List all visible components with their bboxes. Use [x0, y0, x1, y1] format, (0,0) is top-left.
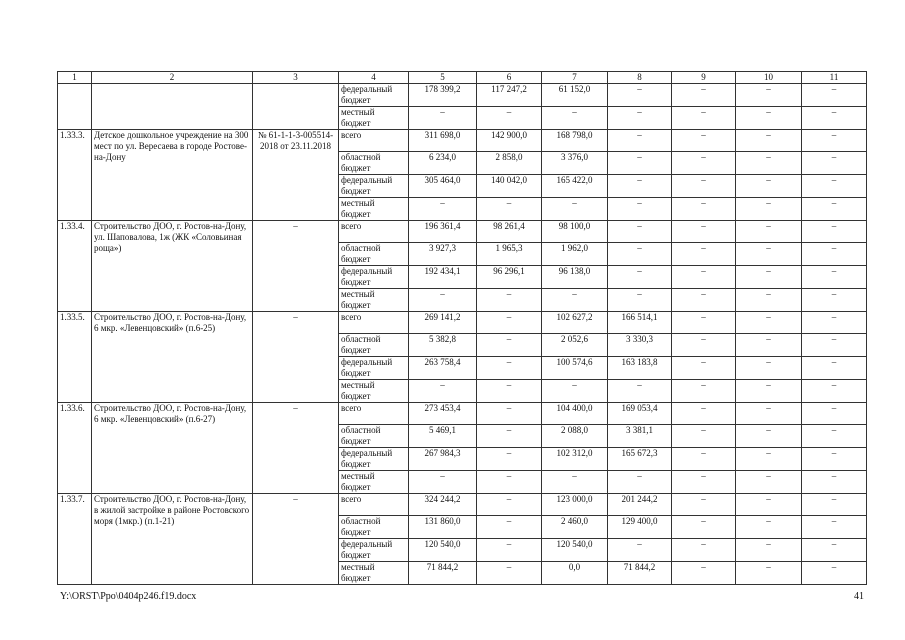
amount-cell: 129 400,0 [608, 516, 672, 539]
amount-cell: – [802, 152, 867, 175]
amount-cell: 96 296,1 [477, 266, 542, 289]
amount-cell: – [542, 107, 608, 130]
project-name: Строительство ДОО, г. Ростов-на-Дону, в жилой застройке в районе Ростовского моря (1мкр.) (п.1-21) [92, 494, 253, 585]
amount-cell: 123 000,0 [542, 494, 608, 516]
amount-cell: – [672, 175, 736, 198]
amount-cell: – [802, 243, 867, 266]
amount-cell: – [672, 107, 736, 130]
amount-cell: 2 858,0 [477, 152, 542, 175]
amount-cell: – [802, 289, 867, 312]
amount-cell: – [608, 198, 672, 221]
amount-cell: – [477, 107, 542, 130]
project-document [253, 84, 339, 130]
amount-cell: 267 984,3 [409, 448, 477, 471]
amount-cell: – [608, 289, 672, 312]
amount-cell: 100 574,6 [542, 357, 608, 380]
amount-cell: 2 052,6 [542, 334, 608, 357]
funding-source: федеральный бюджет [339, 84, 409, 107]
amount-cell: 96 138,0 [542, 266, 608, 289]
funding-source: областной бюджет [339, 152, 409, 175]
project-document: № 61-1-1-3-005514-2018 от 23.11.2018 [253, 130, 339, 221]
amount-cell: 71 844,2 [409, 562, 477, 585]
amount-cell: – [672, 312, 736, 334]
amount-cell: – [672, 380, 736, 403]
amount-cell: 140 042,0 [477, 175, 542, 198]
table-body [58, 84, 867, 585]
project-name: Строительство ДОО, г. Ростов-на-Дону, ул. Шаповалова, 1ж (ЖК «Соловьиная роща») [92, 221, 253, 312]
amount-cell: – [802, 84, 867, 107]
amount-cell: 1 965,3 [477, 243, 542, 266]
amount-cell: 71 844,2 [608, 562, 672, 585]
col-header: 4 [339, 72, 409, 84]
amount-cell: – [736, 334, 802, 357]
amount-cell: 305 464,0 [409, 175, 477, 198]
amount-cell: 165 422,0 [542, 175, 608, 198]
amount-cell: 263 758,4 [409, 357, 477, 380]
project-name: Детское дошкольное учреждение на 300 мест по ул. Вересаева в городе Ростове-на-Дону [92, 130, 253, 221]
amount-cell: 163 183,8 [608, 357, 672, 380]
funding-source: федеральный бюджет [339, 266, 409, 289]
amount-cell: – [802, 221, 867, 243]
table-row [58, 130, 867, 152]
col-header: 7 [542, 72, 608, 84]
amount-cell: – [477, 357, 542, 380]
project-number: 1.33.3. [58, 130, 92, 221]
amount-cell: – [608, 243, 672, 266]
col-header: 11 [802, 72, 867, 84]
amount-cell: – [672, 516, 736, 539]
amount-cell: 142 900,0 [477, 130, 542, 152]
amount-cell: – [608, 84, 672, 107]
amount-cell: 273 453,4 [409, 403, 477, 425]
amount-cell: – [608, 221, 672, 243]
amount-cell: – [672, 471, 736, 494]
amount-cell: – [477, 516, 542, 539]
amount-cell: – [736, 471, 802, 494]
amount-cell: – [672, 539, 736, 562]
amount-cell: – [802, 175, 867, 198]
amount-cell: – [736, 357, 802, 380]
amount-cell: – [672, 494, 736, 516]
amount-cell: – [736, 84, 802, 107]
amount-cell: 169 053,4 [608, 403, 672, 425]
amount-cell: – [736, 403, 802, 425]
table-row [58, 221, 867, 243]
amount-cell: – [672, 425, 736, 448]
amount-cell: 120 540,0 [542, 539, 608, 562]
amount-cell: – [409, 198, 477, 221]
amount-cell: – [802, 334, 867, 357]
amount-cell: – [542, 380, 608, 403]
funding-source: областной бюджет [339, 425, 409, 448]
project-number: 1.33.4. [58, 221, 92, 312]
amount-cell: 5 469,1 [409, 425, 477, 448]
amount-cell: – [477, 448, 542, 471]
amount-cell: – [802, 130, 867, 152]
funding-source: федеральный бюджет [339, 357, 409, 380]
amount-cell: – [542, 471, 608, 494]
amount-cell: – [542, 198, 608, 221]
amount-cell: – [736, 425, 802, 448]
amount-cell: – [802, 516, 867, 539]
amount-cell: – [477, 198, 542, 221]
funding-source: местный бюджет [339, 289, 409, 312]
amount-cell: – [477, 380, 542, 403]
amount-cell: – [672, 152, 736, 175]
funding-source: областной бюджет [339, 334, 409, 357]
project-number: 1.33.5. [58, 312, 92, 403]
table-row [58, 84, 867, 107]
budget-table [57, 71, 867, 585]
col-header: 6 [477, 72, 542, 84]
amount-cell: 3 927,3 [409, 243, 477, 266]
amount-cell: – [608, 152, 672, 175]
amount-cell: – [477, 494, 542, 516]
amount-cell: – [608, 175, 672, 198]
amount-cell: 131 860,0 [409, 516, 477, 539]
amount-cell: 269 141,2 [409, 312, 477, 334]
amount-cell: – [802, 562, 867, 585]
amount-cell: 2 460,0 [542, 516, 608, 539]
col-header: 8 [608, 72, 672, 84]
amount-cell: – [608, 266, 672, 289]
amount-cell: – [477, 403, 542, 425]
amount-cell: – [409, 107, 477, 130]
amount-cell: – [736, 289, 802, 312]
amount-cell: 98 261,4 [477, 221, 542, 243]
funding-source: федеральный бюджет [339, 175, 409, 198]
amount-cell: – [477, 539, 542, 562]
amount-cell: – [736, 380, 802, 403]
amount-cell: 192 434,1 [409, 266, 477, 289]
amount-cell: – [672, 448, 736, 471]
table-row [58, 312, 867, 334]
amount-cell: 3 330,3 [608, 334, 672, 357]
col-header: 9 [672, 72, 736, 84]
amount-cell: 324 244,2 [409, 494, 477, 516]
amount-cell: – [608, 380, 672, 403]
amount-cell: 196 361,4 [409, 221, 477, 243]
amount-cell: – [409, 471, 477, 494]
amount-cell: – [802, 471, 867, 494]
file-path: Y:\ORST\Ppo\0404p246.f19.docx [60, 591, 197, 602]
project-document: – [253, 494, 339, 585]
project-number: 1.33.6. [58, 403, 92, 494]
project-document: – [253, 403, 339, 494]
project-name: Строительство ДОО, г. Ростов-на-Дону, 6 мкр. «Левенцовский» (п.6-25) [92, 312, 253, 403]
amount-cell: – [736, 175, 802, 198]
amount-cell: – [736, 312, 802, 334]
amount-cell: – [608, 107, 672, 130]
amount-cell: – [672, 403, 736, 425]
amount-cell: – [802, 198, 867, 221]
amount-cell: – [672, 562, 736, 585]
amount-cell: – [736, 130, 802, 152]
amount-cell: – [736, 198, 802, 221]
amount-cell: – [409, 380, 477, 403]
amount-cell: – [736, 243, 802, 266]
amount-cell: 165 672,3 [608, 448, 672, 471]
funding-source: всего [339, 130, 409, 152]
amount-cell: – [802, 312, 867, 334]
amount-cell: 117 247,2 [477, 84, 542, 107]
funding-source: всего [339, 312, 409, 334]
col-header: 10 [736, 72, 802, 84]
amount-cell: – [477, 562, 542, 585]
amount-cell: – [542, 289, 608, 312]
amount-cell: – [802, 448, 867, 471]
amount-cell: 1 962,0 [542, 243, 608, 266]
amount-cell: – [802, 357, 867, 380]
funding-source: всего [339, 221, 409, 243]
amount-cell: – [802, 266, 867, 289]
amount-cell: – [736, 539, 802, 562]
amount-cell: 6 234,0 [409, 152, 477, 175]
amount-cell: – [736, 448, 802, 471]
amount-cell: – [802, 494, 867, 516]
funding-source: местный бюджет [339, 562, 409, 585]
amount-cell: 5 382,8 [409, 334, 477, 357]
amount-cell: – [736, 152, 802, 175]
page-number: 41 [854, 591, 864, 602]
amount-cell: 120 540,0 [409, 539, 477, 562]
amount-cell: – [672, 130, 736, 152]
amount-cell: – [736, 516, 802, 539]
project-name: Строительство ДОО, г. Ростов-на-Дону, 6 мкр. «Левенцовский» (п.6-27) [92, 403, 253, 494]
amount-cell: 3 376,0 [542, 152, 608, 175]
col-header: 5 [409, 72, 477, 84]
funding-source: всего [339, 494, 409, 516]
amount-cell: – [736, 494, 802, 516]
amount-cell: 98 100,0 [542, 221, 608, 243]
amount-cell: – [477, 334, 542, 357]
amount-cell: – [477, 312, 542, 334]
amount-cell: – [672, 266, 736, 289]
project-document: – [253, 312, 339, 403]
funding-source: местный бюджет [339, 107, 409, 130]
amount-cell: – [802, 425, 867, 448]
amount-cell: – [672, 357, 736, 380]
amount-cell: 201 244,2 [608, 494, 672, 516]
column-number-row [58, 72, 867, 84]
amount-cell: – [802, 539, 867, 562]
funding-source: всего [339, 403, 409, 425]
amount-cell: – [477, 289, 542, 312]
amount-cell: 311 698,0 [409, 130, 477, 152]
amount-cell: – [672, 84, 736, 107]
funding-source: федеральный бюджет [339, 448, 409, 471]
amount-cell: – [409, 289, 477, 312]
funding-source: местный бюджет [339, 380, 409, 403]
amount-cell: 102 627,2 [542, 312, 608, 334]
amount-cell: 3 381,1 [608, 425, 672, 448]
amount-cell: – [802, 107, 867, 130]
amount-cell: – [672, 334, 736, 357]
funding-source: местный бюджет [339, 471, 409, 494]
amount-cell: 104 400,0 [542, 403, 608, 425]
project-number [58, 84, 92, 130]
amount-cell: – [608, 471, 672, 494]
amount-cell: – [608, 539, 672, 562]
col-header: 2 [92, 72, 253, 84]
project-name [92, 84, 253, 130]
col-header: 3 [253, 72, 339, 84]
amount-cell: – [802, 380, 867, 403]
amount-cell: – [736, 266, 802, 289]
amount-cell: – [802, 403, 867, 425]
amount-cell: – [672, 221, 736, 243]
project-number: 1.33.7. [58, 494, 92, 585]
amount-cell: – [672, 289, 736, 312]
funding-source: местный бюджет [339, 198, 409, 221]
amount-cell: 61 152,0 [542, 84, 608, 107]
funding-source: областной бюджет [339, 243, 409, 266]
funding-source: областной бюджет [339, 516, 409, 539]
amount-cell: – [736, 221, 802, 243]
amount-cell: 0,0 [542, 562, 608, 585]
table-row [58, 494, 867, 516]
col-header: 1 [58, 72, 92, 84]
amount-cell: – [672, 243, 736, 266]
amount-cell: 178 399,2 [409, 84, 477, 107]
amount-cell: 102 312,0 [542, 448, 608, 471]
amount-cell: – [477, 425, 542, 448]
amount-cell: – [477, 471, 542, 494]
funding-source: федеральный бюджет [339, 539, 409, 562]
amount-cell: – [608, 130, 672, 152]
amount-cell: 2 088,0 [542, 425, 608, 448]
project-document: – [253, 221, 339, 312]
amount-cell: 166 514,1 [608, 312, 672, 334]
amount-cell: – [736, 562, 802, 585]
amount-cell: 168 798,0 [542, 130, 608, 152]
amount-cell: – [736, 107, 802, 130]
table-row [58, 403, 867, 425]
amount-cell: – [672, 198, 736, 221]
